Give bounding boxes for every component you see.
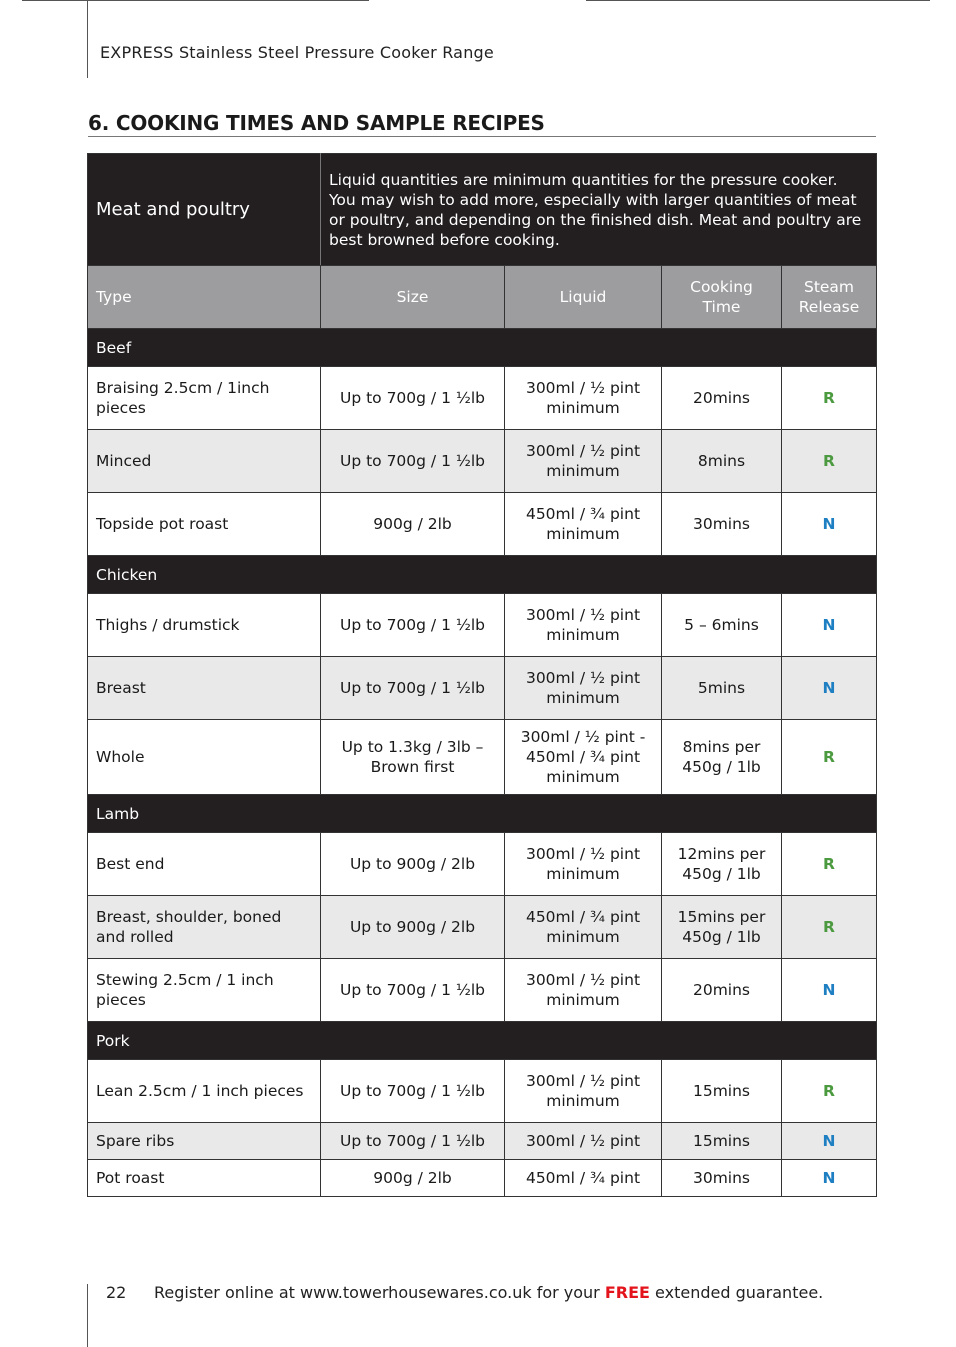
cell-type: Best end [88,833,321,896]
cell-steam [782,493,877,556]
cell-size: 900g / 2lb [321,1160,505,1197]
table-row [88,430,877,493]
intro-label: Meat and poultry [88,154,321,266]
cell-steam [782,896,877,959]
steam-release-code: N [822,679,836,697]
cell-steam [782,1160,877,1197]
cell-steam [782,720,877,795]
steam-release-code: R [823,748,835,766]
cell-type: Braising 2.5cm / 1inch pieces [88,367,321,430]
cell-steam [782,594,877,657]
top-rule-left [22,0,369,1]
cell-size: 900g / 2lb [321,493,505,556]
cell-type: Pot roast [88,1160,321,1197]
cell-liquid: 300ml / ½ pint minimum [505,657,662,720]
table-row [88,959,877,1022]
cell-size: Up to 700g / 1 ½lb [321,367,505,430]
cell-liquid: 300ml / ½ pint minimum [505,1060,662,1123]
steam-release-code: R [823,389,835,407]
cell-liquid: 450ml / ¾ pint minimum [505,896,662,959]
cell-time: 8mins per 450g / 1lb [662,720,782,795]
cell-type: Minced [88,430,321,493]
cell-type: Whole [88,720,321,795]
cell-size: Up to 700g / 1 ½lb [321,1123,505,1160]
footer-text-before: Register online at www.towerhousewares.co.uk for your [154,1283,605,1302]
cell-liquid: 300ml / ½ pint minimum [505,833,662,896]
cell-liquid: 450ml / ¾ pint minimum [505,493,662,556]
category-label: Lamb [88,795,877,833]
category-row [88,556,877,594]
intro-row [88,154,877,266]
section-title-rule [88,136,876,137]
cell-liquid: 300ml / ½ pint - 450ml / ¾ pint minimum [505,720,662,795]
table-row [88,493,877,556]
column-header-cooking-time: Cooking Time [662,266,782,329]
table-row [88,367,877,430]
cell-type: Lean 2.5cm / 1 inch pieces [88,1060,321,1123]
cell-time: 30mins [662,1160,782,1197]
cell-steam [782,657,877,720]
cell-size: Up to 700g / 1 ½lb [321,657,505,720]
column-header-steam-release: Steam Release [782,266,877,329]
cell-time: 20mins [662,367,782,430]
cell-type: Topside pot roast [88,493,321,556]
steam-release-code: N [822,515,836,533]
cell-time: 15mins [662,1123,782,1160]
cell-time: 5 – 6mins [662,594,782,657]
cell-liquid: 300ml / ½ pint minimum [505,959,662,1022]
table-row [88,1123,877,1160]
steam-release-code: N [822,1169,836,1187]
cell-time: 5mins [662,657,782,720]
cell-size: Up to 1.3kg / 3lb – Brown first [321,720,505,795]
cooking-times-table [87,153,877,1197]
footer [106,1283,823,1302]
footer-vertical-rule [87,1284,88,1347]
steam-release-code: N [822,981,836,999]
category-row [88,329,877,367]
cell-size: Up to 900g / 2lb [321,896,505,959]
cell-type: Breast [88,657,321,720]
column-header-size: Size [321,266,505,329]
cell-size: Up to 700g / 1 ½lb [321,1060,505,1123]
cell-steam [782,833,877,896]
cell-time: 8mins [662,430,782,493]
table-row [88,896,877,959]
column-header-row [88,266,877,329]
cell-time: 15mins [662,1060,782,1123]
cell-size: Up to 700g / 1 ½lb [321,959,505,1022]
table-row [88,657,877,720]
table-row [88,594,877,657]
table-row [88,1060,877,1123]
cell-type: Thighs / drumstick [88,594,321,657]
category-label: Chicken [88,556,877,594]
cell-steam [782,367,877,430]
cell-size: Up to 700g / 1 ½lb [321,430,505,493]
cell-steam [782,959,877,1022]
category-row [88,1022,877,1060]
column-header-type: Type [88,266,321,329]
category-label: Beef [88,329,877,367]
cell-time: 20mins [662,959,782,1022]
steam-release-code: N [822,616,836,634]
cell-type: Spare ribs [88,1123,321,1160]
column-header-liquid: Liquid [505,266,662,329]
top-rule-right [586,0,930,1]
cell-type: Stewing 2.5cm / 1 inch pieces [88,959,321,1022]
cell-size: Up to 900g / 2lb [321,833,505,896]
document-header-title: EXPRESS Stainless Steel Pressure Cooker Range [100,43,494,62]
cell-time: 30mins [662,493,782,556]
cell-steam [782,430,877,493]
cell-type: Breast, shoulder, boned and rolled [88,896,321,959]
cell-time: 12mins per 450g / 1lb [662,833,782,896]
table-row [88,1160,877,1197]
steam-release-code: R [823,452,835,470]
cell-steam [782,1060,877,1123]
intro-note: Liquid quantities are minimum quantities for the pressure cooker. You may wish to add more, especially with larger quantities of meat or poultry, and depending on the finished dish. Meat and poultry are best browned before cooking. [321,154,877,266]
table-row [88,833,877,896]
header-vertical-rule [87,0,88,78]
cell-liquid: 300ml / ½ pint [505,1123,662,1160]
cell-liquid: 300ml / ½ pint minimum [505,430,662,493]
footer-free-highlight: FREE [604,1283,650,1302]
steam-release-code: R [823,918,835,936]
cell-time: 15mins per 450g / 1lb [662,896,782,959]
cell-steam [782,1123,877,1160]
category-row [88,795,877,833]
cell-size: Up to 700g / 1 ½lb [321,594,505,657]
cell-liquid: 300ml / ½ pint minimum [505,367,662,430]
section-title: 6. COOKING TIMES AND SAMPLE RECIPES [88,111,545,135]
steam-release-code: R [823,855,835,873]
cell-liquid: 450ml / ¾ pint [505,1160,662,1197]
cell-liquid: 300ml / ½ pint minimum [505,594,662,657]
steam-release-code: R [823,1082,835,1100]
page-number: 22 [106,1283,127,1302]
table-row [88,720,877,795]
footer-text-after: extended guarantee. [649,1283,824,1302]
steam-release-code: N [822,1132,836,1150]
category-label: Pork [88,1022,877,1060]
